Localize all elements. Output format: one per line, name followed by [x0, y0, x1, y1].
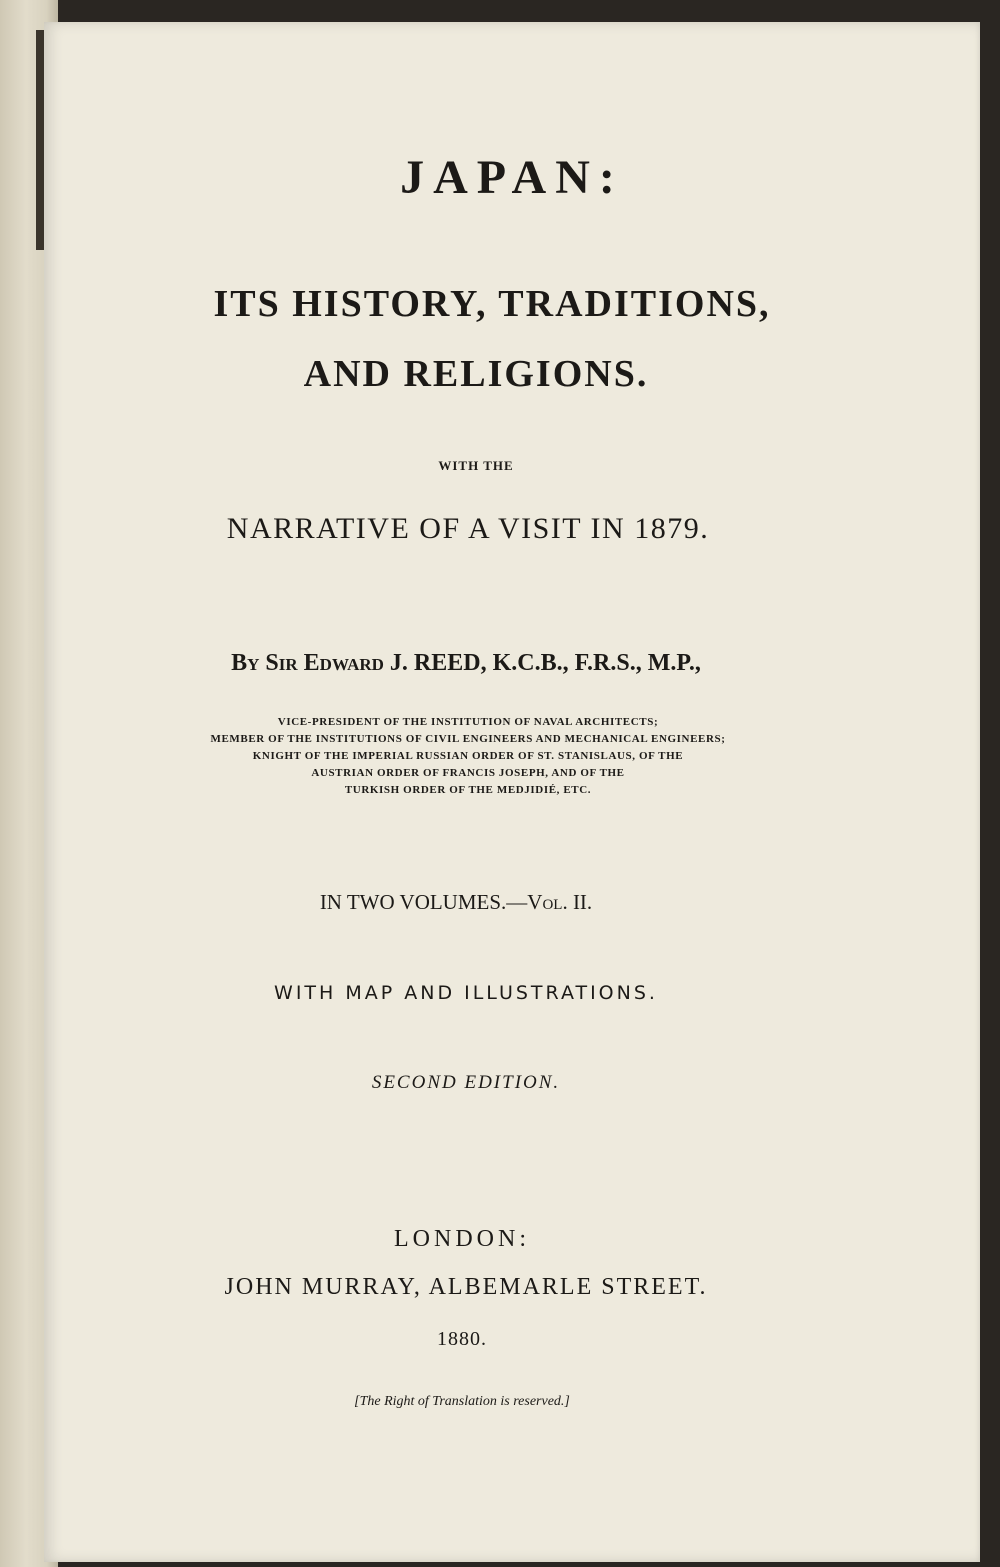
- subtitle-line-1: ITS HISTORY, TRADITIONS,: [213, 283, 771, 325]
- volume-info: [0, 890, 924, 915]
- volumes-text: IN TWO VOLUMES.—: [319, 890, 528, 914]
- publisher-name: JOHN MURRAY, ALBEMARLE STREET.: [224, 1274, 708, 1300]
- with-the-text: WITH THE: [438, 458, 514, 473]
- credential-line: MEMBER OF THE INSTITUTIONS OF CIVIL ENGINEERS AND MECHANICAL ENGINEERS;: [210, 733, 726, 745]
- title-page: [44, 22, 980, 1562]
- credential-line: KNIGHT OF THE IMPERIAL RUSSIAN ORDER OF ST. STANISLAUS, OF THE: [252, 750, 684, 762]
- subtitle-line-2: AND RELIGIONS.: [303, 353, 649, 395]
- book-title: JAPAN:: [400, 151, 624, 204]
- edition-note: SECOND EDITION.: [371, 1072, 561, 1093]
- publication-year: 1880.: [437, 1328, 487, 1350]
- credential-line: AUSTRIAN ORDER OF FRANCIS JOSEPH, AND OF THE: [311, 767, 625, 779]
- map-note: WITH MAP AND ILLUSTRATIONS.: [274, 982, 658, 1004]
- narrative-line: NARRATIVE OF A VISIT IN 1879.: [226, 512, 710, 545]
- credential-line: TURKISH ORDER OF THE MEDJIDIÉ, ETC.: [344, 784, 592, 796]
- rights-notice: [The Right of Translation is reserved.]: [354, 1394, 570, 1409]
- binding-edge: [36, 30, 44, 250]
- author-credentials: [0, 714, 936, 799]
- publisher-city: LONDON:: [394, 1226, 530, 1252]
- credential-line: VICE-PRESIDENT OF THE INSTITUTION OF NAVAL ARCHITECTS;: [277, 716, 659, 728]
- author-byline: By Sir Edward J. REED, K.C.B., F.R.S., M.P.,: [231, 650, 701, 676]
- volume-number: Vol. II.: [527, 890, 593, 914]
